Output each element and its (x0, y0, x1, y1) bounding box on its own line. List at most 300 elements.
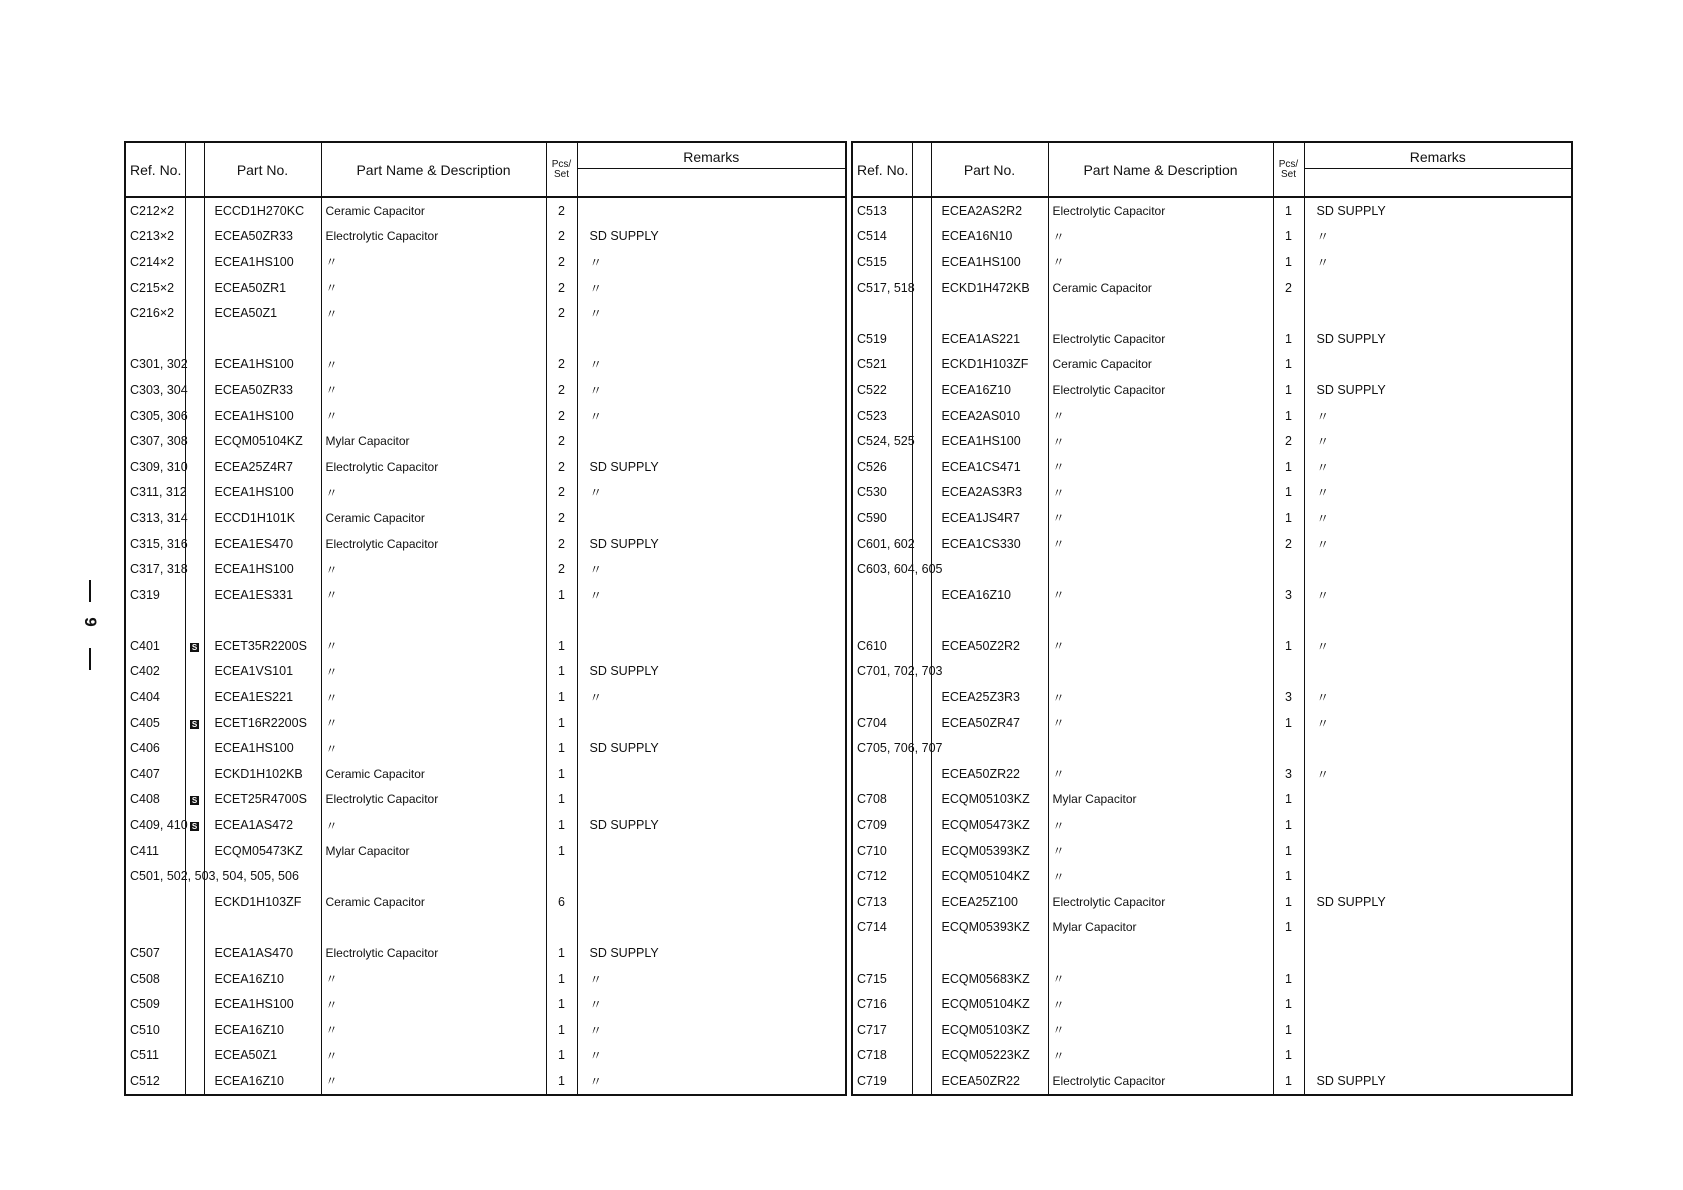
ref-no-cell-text: C212×2 (130, 203, 175, 218)
part-no-cell (204, 480, 321, 506)
ref-no-cell (125, 735, 185, 761)
remarks-cell (577, 787, 846, 813)
ref-no-cell (125, 608, 185, 634)
ref-no-cell-text: C510 (130, 1022, 160, 1037)
ref-no-cell-text: C303, 304 (130, 382, 188, 397)
ref-no-cell (852, 1017, 912, 1043)
part-no-cell-text: ECKD1H472KB (941, 280, 1030, 295)
ref-no-cell (852, 940, 912, 966)
mark-cell (912, 1043, 931, 1069)
description-cell-text: 〃 (1052, 1048, 1065, 1063)
description-cell (321, 1043, 546, 1069)
part-no-cell-text: ECEA1ES331 (214, 587, 294, 602)
table-row (125, 710, 846, 736)
part-no-cell (204, 1017, 321, 1043)
ref-no-cell (852, 838, 912, 864)
ref-no-cell-text: C590 (857, 510, 887, 525)
pcs-cell (546, 480, 577, 506)
table-header-row (852, 142, 1572, 197)
ref-no-cell (125, 505, 188, 531)
pcs-cell (546, 889, 577, 915)
pcs-cell (546, 915, 577, 941)
pcs-cell-text: 1 (558, 1048, 565, 1063)
pcs-cell (546, 454, 577, 480)
pcs-cell-text: 1 (1285, 715, 1292, 730)
pcs-cell (1273, 787, 1304, 813)
remarks-cell-text: 〃 (1316, 435, 1330, 450)
description-cell-text: 〃 (325, 357, 338, 372)
remarks-cell (1304, 735, 1572, 761)
table-row (852, 582, 1572, 608)
part-no-cell-text: ECET16R2200S (214, 715, 307, 730)
ref-no-cell (852, 454, 912, 480)
description-cell-text: Electrolytic Capacitor (1052, 331, 1166, 346)
ref-no-cell-text: C704 (857, 715, 887, 730)
ref-no-cell (852, 608, 912, 634)
description-cell (1048, 556, 1273, 582)
page-number-dash-top (89, 580, 91, 602)
description-cell (321, 531, 546, 557)
part-no-cell (931, 966, 1048, 992)
remarks-cell-text: 〃 (589, 563, 603, 578)
part-no-cell-text: ECEA1HS100 (941, 434, 1021, 449)
part-no-cell-text: ECEA50ZR22 (941, 766, 1021, 781)
ref-no-cell (125, 224, 185, 250)
description-cell (321, 224, 546, 250)
description-cell (321, 915, 546, 941)
pcs-cell-text: 1 (558, 946, 565, 961)
remarks-cell (577, 1068, 846, 1095)
pcs-cell (1273, 454, 1304, 480)
ref-no-cell-text: C524, 525 (857, 434, 915, 449)
description-cell-text: 〃 (1052, 690, 1065, 705)
mark-cell (912, 505, 931, 531)
ref-no-cell-text: C512 (130, 1073, 160, 1088)
part-no-cell-text: ECET25R4700S (214, 792, 307, 807)
part-no-cell-text: ECQM05104KZ (214, 434, 303, 449)
ref-no-cell-text: C501, 502, 503, 504, 505, 506 (130, 869, 299, 884)
ref-no-cell (852, 377, 912, 403)
pcs-cell-text: 2 (1285, 434, 1292, 449)
description-cell-text: 〃 (1052, 511, 1065, 526)
part-no-cell (931, 556, 1048, 582)
ref-no-cell-text: C705, 706, 707 (857, 741, 943, 756)
ref-no-cell (852, 275, 915, 301)
description-cell (1048, 428, 1273, 454)
description-cell (1048, 787, 1273, 813)
ref-no-cell (852, 761, 912, 787)
table-row (125, 684, 846, 710)
description-cell (1048, 966, 1273, 992)
part-no-cell (931, 735, 1048, 761)
table-row (852, 915, 1572, 941)
table-row (125, 582, 846, 608)
pcs-cell (546, 377, 577, 403)
remarks-cell (1304, 197, 1572, 224)
parts-table-left (124, 141, 847, 1096)
ref-no-cell (125, 991, 185, 1017)
remarks-cell (577, 403, 846, 429)
table-row (852, 224, 1572, 250)
remarks-cell-text: 〃 (589, 307, 603, 322)
description-cell (321, 352, 546, 378)
remarks-cell (577, 454, 846, 480)
remarks-cell (577, 326, 846, 352)
description-cell-text: Ceramic Capacitor (1052, 280, 1152, 295)
table-row (125, 735, 846, 761)
description-cell (1048, 326, 1273, 352)
remarks-cell (1304, 659, 1572, 685)
ref-no-cell (852, 633, 912, 659)
part-no-cell-text: ECQM05683KZ (941, 971, 1030, 986)
ref-no-cell (125, 633, 185, 659)
pcs-cell-text: 1 (558, 818, 565, 833)
part-no-cell-text: ECKD1H102KB (214, 766, 303, 781)
pcs-cell (1273, 863, 1304, 889)
ref-no-cell-text: C507 (130, 946, 160, 961)
part-no-cell-text: ECEA1HS100 (941, 254, 1021, 269)
part-no-cell (931, 403, 1048, 429)
remarks-cell (577, 633, 846, 659)
description-cell (1048, 684, 1273, 710)
description-cell (321, 633, 546, 659)
remarks-cell (1304, 249, 1572, 275)
table-row (852, 505, 1572, 531)
pcs-cell (546, 428, 577, 454)
description-cell (1048, 812, 1273, 838)
mark-cell (185, 1068, 204, 1095)
ref-no-cell (125, 352, 188, 378)
pcs-cell-text: 2 (558, 459, 565, 474)
table-row (125, 403, 846, 429)
remarks-cell-text: SD SUPPLY (589, 229, 659, 244)
description-cell-text: 〃 (325, 485, 338, 500)
pcs-cell-text: 1 (558, 638, 565, 653)
mark-cell (185, 633, 204, 659)
mark-cell (912, 403, 931, 429)
pcs-cell-text: 1 (558, 664, 565, 679)
ref-no-cell-text: C404 (130, 690, 160, 705)
pcs-cell-text: 2 (1285, 280, 1292, 295)
remarks-cell-text: 〃 (589, 1023, 603, 1038)
remarks-cell (1304, 608, 1572, 634)
ref-no-cell (125, 403, 188, 429)
part-no-cell-text: ECEA1JS4R7 (941, 510, 1021, 525)
description-cell-text: 〃 (325, 741, 338, 756)
remarks-cell-text: 〃 (1316, 409, 1330, 424)
mark-cell (185, 966, 204, 992)
part-no-cell (204, 300, 321, 326)
remarks-cell (1304, 915, 1572, 941)
mark-cell (185, 710, 204, 736)
pcs-cell (546, 300, 577, 326)
remarks-cell (1304, 889, 1572, 915)
safety-mark-icon: S (191, 719, 198, 729)
pcs-cell-text: 2 (558, 536, 565, 551)
table-row (125, 249, 846, 275)
description-cell (321, 300, 546, 326)
description-cell (321, 377, 546, 403)
part-no-cell (931, 608, 1048, 634)
remarks-cell-text: 〃 (1316, 486, 1330, 501)
remarks-cell-text: SD SUPPLY (589, 741, 659, 756)
mark-cell (912, 812, 931, 838)
description-cell-text: Electrolytic Capacitor (325, 946, 439, 961)
description-cell-text: 〃 (1052, 997, 1065, 1012)
table-row (125, 863, 846, 889)
remarks-cell (1304, 300, 1572, 326)
table-row (852, 556, 1572, 582)
pcs-cell (546, 326, 577, 352)
description-cell (321, 582, 546, 608)
pcs-cell-text: 1 (558, 766, 565, 781)
pcs-cell (1273, 812, 1304, 838)
ref-no-cell-text: C411 (130, 843, 159, 858)
description-cell-text: Mylar Capacitor (325, 434, 410, 449)
remarks-cell (577, 1017, 846, 1043)
remarks-cell (1304, 403, 1572, 429)
description-cell-text: Ceramic Capacitor (325, 766, 425, 781)
description-cell (1048, 531, 1273, 557)
description-cell-text: Electrolytic Capacitor (325, 536, 439, 551)
ref-no-cell-text: C718 (857, 1048, 887, 1063)
part-no-cell-text: ECEA50ZR1 (214, 280, 287, 295)
part-no-cell (204, 735, 321, 761)
mark-cell (912, 966, 931, 992)
remarks-cell (1304, 787, 1572, 813)
description-cell-text: 〃 (325, 972, 338, 987)
pcs-cell (1273, 940, 1304, 966)
remarks-cell-text: 〃 (589, 281, 603, 296)
mark-cell (185, 582, 204, 608)
remarks-cell (577, 659, 846, 685)
description-cell (321, 991, 546, 1017)
description-cell (1048, 352, 1273, 378)
ref-no-cell (852, 505, 912, 531)
part-no-cell (204, 582, 321, 608)
mark-cell (912, 197, 931, 224)
pcs-cell (1273, 1017, 1304, 1043)
description-cell (321, 249, 546, 275)
pcs-cell (1273, 633, 1304, 659)
pcs-cell-text: 1 (558, 1073, 565, 1088)
pcs-cell (546, 812, 577, 838)
table-row (852, 326, 1572, 352)
part-no-cell (931, 582, 1048, 608)
description-cell (321, 863, 546, 889)
header-ref-no: Ref. No. (125, 142, 185, 197)
ref-no-cell (852, 224, 912, 250)
ref-no-cell-text: C509 (130, 997, 160, 1012)
pcs-cell-text: 1 (1285, 971, 1292, 986)
description-cell-text: 〃 (1052, 767, 1065, 782)
mark-cell (185, 735, 204, 761)
pcs-cell (546, 531, 577, 557)
part-no-cell (931, 352, 1048, 378)
table-row (125, 275, 846, 301)
part-no-cell (931, 454, 1048, 480)
part-no-cell-text: ECEA25Z100 (941, 894, 1018, 909)
table-row (125, 1017, 846, 1043)
parts-table-left-body (125, 197, 846, 1095)
pcs-cell-text: 2 (1285, 536, 1292, 551)
pcs-cell (1273, 1043, 1304, 1069)
part-no-cell (931, 300, 1048, 326)
part-no-cell (931, 684, 1048, 710)
part-no-cell (204, 531, 321, 557)
pcs-cell (1273, 224, 1304, 250)
ref-no-cell (852, 428, 915, 454)
part-no-cell-text: ECEA16Z10 (941, 587, 1011, 602)
pcs-cell-text: 2 (558, 562, 565, 577)
part-no-cell-text: ECEA50Z2R2 (941, 638, 1021, 653)
table-row (125, 326, 846, 352)
remarks-cell-text: SD SUPPLY (589, 536, 659, 551)
pcs-cell (546, 838, 577, 864)
ref-no-cell-text: C216×2 (130, 306, 175, 321)
part-no-cell-text: ECEA50ZR33 (214, 382, 294, 397)
table-row (125, 1043, 846, 1069)
pcs-cell (546, 1017, 577, 1043)
part-no-cell (204, 326, 321, 352)
part-no-cell-text: ECCD1H101K (214, 510, 296, 525)
ref-no-cell (125, 915, 185, 941)
pcs-cell (1273, 326, 1304, 352)
pcs-cell (546, 966, 577, 992)
description-cell (1048, 224, 1273, 250)
header-remarks: Remarks (1304, 142, 1572, 197)
ref-no-cell-text: C401 (130, 638, 160, 653)
description-cell-text: Electrolytic Capacitor (325, 459, 439, 474)
remarks-cell-text: 〃 (589, 972, 603, 987)
ref-no-cell (852, 352, 912, 378)
remarks-cell-text: SD SUPPLY (1316, 894, 1386, 909)
remarks-cell (1304, 275, 1572, 301)
description-cell (1048, 1068, 1273, 1095)
remarks-cell-text: 〃 (589, 998, 603, 1013)
pcs-cell-text: 1 (1285, 485, 1292, 500)
part-no-cell-text: ECEA1CS471 (941, 459, 1021, 474)
mark-cell (912, 326, 931, 352)
ref-no-cell (125, 761, 185, 787)
description-cell-text: Electrolytic Capacitor (1052, 382, 1166, 397)
remarks-cell (1304, 966, 1572, 992)
description-cell-text: 〃 (325, 716, 338, 731)
remarks-cell (1304, 377, 1572, 403)
part-no-cell (931, 531, 1048, 557)
part-no-cell (931, 505, 1048, 531)
remarks-cell-text: SD SUPPLY (589, 946, 659, 961)
description-cell-text: 〃 (325, 383, 338, 398)
header-pcs-set: Pcs/ Set (1273, 142, 1304, 197)
remarks-cell-text: 〃 (589, 691, 603, 706)
ref-no-cell-text: C715 (857, 971, 887, 986)
description-cell (1048, 991, 1273, 1017)
description-cell (321, 1017, 546, 1043)
remarks-cell-text: 〃 (589, 1074, 603, 1089)
table-row (125, 1068, 846, 1095)
pcs-cell-text: 2 (558, 434, 565, 449)
description-cell (1048, 1043, 1273, 1069)
mark-cell (912, 1068, 931, 1095)
description-cell-text: 〃 (325, 639, 338, 654)
part-no-cell-text: ECEA16Z10 (941, 382, 1011, 397)
pcs-cell-text: 3 (1285, 766, 1292, 781)
ref-no-cell (125, 377, 188, 403)
pcs-cell (1273, 197, 1304, 224)
mark-cell (912, 761, 931, 787)
ref-no-cell-text: C517, 518 (857, 280, 915, 295)
header-mark (912, 142, 931, 197)
part-no-cell (931, 1017, 1048, 1043)
part-no-cell-text: ECEA25Z3R3 (941, 690, 1021, 705)
ref-no-cell (852, 480, 912, 506)
ref-no-cell-text: C515 (857, 254, 887, 269)
pcs-cell-text: 1 (1285, 843, 1292, 858)
description-cell (1048, 761, 1273, 787)
parts-table-right-body (852, 197, 1572, 1095)
part-no-cell-text: ECEA1ES221 (214, 690, 294, 705)
part-no-cell-text: ECEA1HS100 (214, 997, 294, 1012)
part-no-cell (204, 275, 321, 301)
description-cell-text: 〃 (1052, 1023, 1065, 1038)
table-row (852, 1043, 1572, 1069)
table-row (125, 428, 846, 454)
pcs-cell-text: 1 (1285, 818, 1292, 833)
remarks-cell-text: 〃 (1316, 537, 1330, 552)
ref-no-cell-text: C710 (857, 843, 887, 858)
description-cell (321, 659, 546, 685)
pcs-cell (546, 352, 577, 378)
ref-no-cell-text: C408 (130, 792, 160, 807)
pcs-cell (546, 505, 577, 531)
ref-no-cell (852, 1068, 912, 1095)
ref-no-cell-text: C213×2 (130, 229, 175, 244)
part-no-cell (931, 838, 1048, 864)
ref-no-cell (852, 863, 912, 889)
description-cell-text: Electrolytic Capacitor (1052, 1073, 1166, 1088)
mark-cell (185, 275, 204, 301)
pcs-cell-text: 1 (1285, 1048, 1292, 1063)
mark-cell (185, 608, 204, 634)
ref-no-cell (852, 659, 943, 685)
remarks-cell-text: SD SUPPLY (1316, 203, 1386, 218)
pcs-cell-text: 6 (558, 894, 565, 909)
part-no-cell (931, 1043, 1048, 1069)
part-no-cell (931, 326, 1048, 352)
mark-cell (912, 377, 931, 403)
description-cell (1048, 838, 1273, 864)
ref-no-cell-text: C409, 410 (130, 818, 188, 833)
part-no-cell (204, 352, 321, 378)
remarks-cell (577, 735, 846, 761)
description-cell (1048, 940, 1273, 966)
description-cell (1048, 480, 1273, 506)
pcs-cell-text: 1 (1285, 869, 1292, 884)
part-no-cell-text: ECEA1VS101 (214, 664, 294, 679)
part-no-cell-text: ECEA1HS100 (214, 562, 294, 577)
pcs-cell-text: 1 (558, 997, 565, 1012)
header-mark (185, 142, 204, 197)
description-cell (1048, 377, 1273, 403)
pcs-cell (1273, 761, 1304, 787)
remarks-cell (577, 940, 846, 966)
remarks-cell (1304, 531, 1572, 557)
remarks-cell-text: 〃 (589, 255, 603, 270)
remarks-cell (577, 377, 846, 403)
remarks-cell-text: 〃 (589, 1049, 603, 1064)
pcs-cell (1273, 300, 1304, 326)
